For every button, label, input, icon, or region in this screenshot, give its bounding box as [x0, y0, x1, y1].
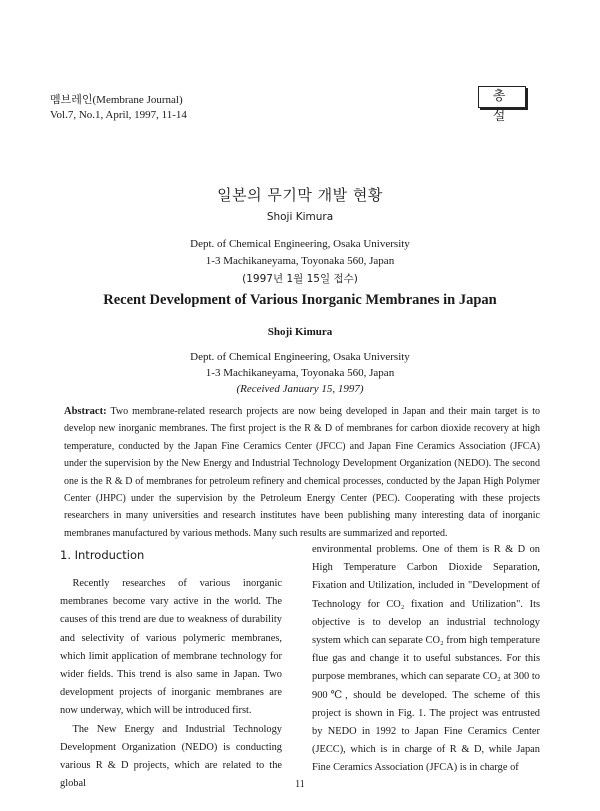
journal-volume: Vol.7, No.1, April, 1997, 11-14: [50, 109, 187, 121]
english-affiliation-1: Dept. of Chemical Engineering, Osaka University: [190, 351, 410, 363]
english-title: Recent Development of Various Inorganic Membranes in Japan: [103, 292, 497, 308]
abstract-label: Abstract:: [64, 406, 107, 417]
paragraph: environmental problems. One of them is R & D on High Temperature Carbon Dioxide Separation, Fixation and Utilization, included in "Development of Technology for CO₂ fixation and Utilization". Its objective is to develop an industrial technology system which can separate CO₂ from high temperature flue gas and change it to useful substances. For this purpose membranes, which can separate CO₂ at 300 to 900℃, should be developed. The scheme of this project is shown in Fig. 1. The project was entrusted by NEDO in 1992 to Japan Fine Ceramics Center (JECC), which is in charge of R & D, while Japan Fine Ceramics Association (JFCA) is in charge of: [312, 544, 540, 774]
abstract-text: Two membrane-related research projects are now being developed in Japan and their main target is to develop new inorganic membranes. The first project is the R & D of membranes for carbon dioxide recovery at high temperature, conducted by the Japan Fine Ceramics Center (JFCC) and Japan Fine Ceramics Association (JFCA) under the supervision by the New Energy and Industrial Technology Development Organization (NEDO). The second one is the R & D of membranes for petroleum refinery and chemical processes, conducted by the Japan High Polymer Center (JHPC) under the supervision by the Petroleum Energy Center (PEC). Cooperating with these projects researchers in many universities and research institutes have been publishing many interesting data of inorganic membranes manufactured by various methods. Many such results are summarized and reported.: [64, 406, 540, 539]
left-column-body: [60, 575, 282, 793]
paragraph: The New Energy and Industrial Technology Development Organization (NEDO) is conducting various R & D projects, which are related to the global: [60, 723, 282, 790]
journal-citation: [50, 93, 187, 123]
journal-name: 멤브레인(Membrane Journal): [50, 94, 183, 106]
korean-author: Shoji Kimura: [266, 211, 334, 223]
article-type-badge: 총 설: [478, 86, 526, 108]
english-received-date: (Received January 15, 1997): [236, 383, 364, 395]
english-affiliation-2: 1-3 Machikaneyama, Toyonaka 560, Japan: [205, 367, 395, 379]
section-heading-introduction: 1. Introduction: [60, 548, 145, 562]
english-author: Shoji Kimura: [267, 326, 333, 338]
right-column-body: [312, 541, 540, 778]
paragraph: Recently researches of various inorganic membranes become vary active in the world. The causes of this trend are due to weakness of durability and selectivity of various polymeric membranes, which limit application of membrane technology for wider fields. This trend is also same in Japan. Two development projects of inorganic membranes are now underway, which will be introduced first.: [60, 578, 282, 717]
abstract: [64, 403, 540, 542]
korean-affiliation-2: 1-3 Machikaneyama, Toyonaka 560, Japan: [205, 255, 395, 267]
korean-received-date: (1997년 1월 15일 접수): [242, 273, 358, 285]
page-number: 11: [295, 779, 305, 790]
korean-affiliation-1: Dept. of Chemical Engineering, Osaka University: [190, 238, 410, 250]
korean-title: 일본의 무기막 개발 현황: [217, 186, 383, 204]
